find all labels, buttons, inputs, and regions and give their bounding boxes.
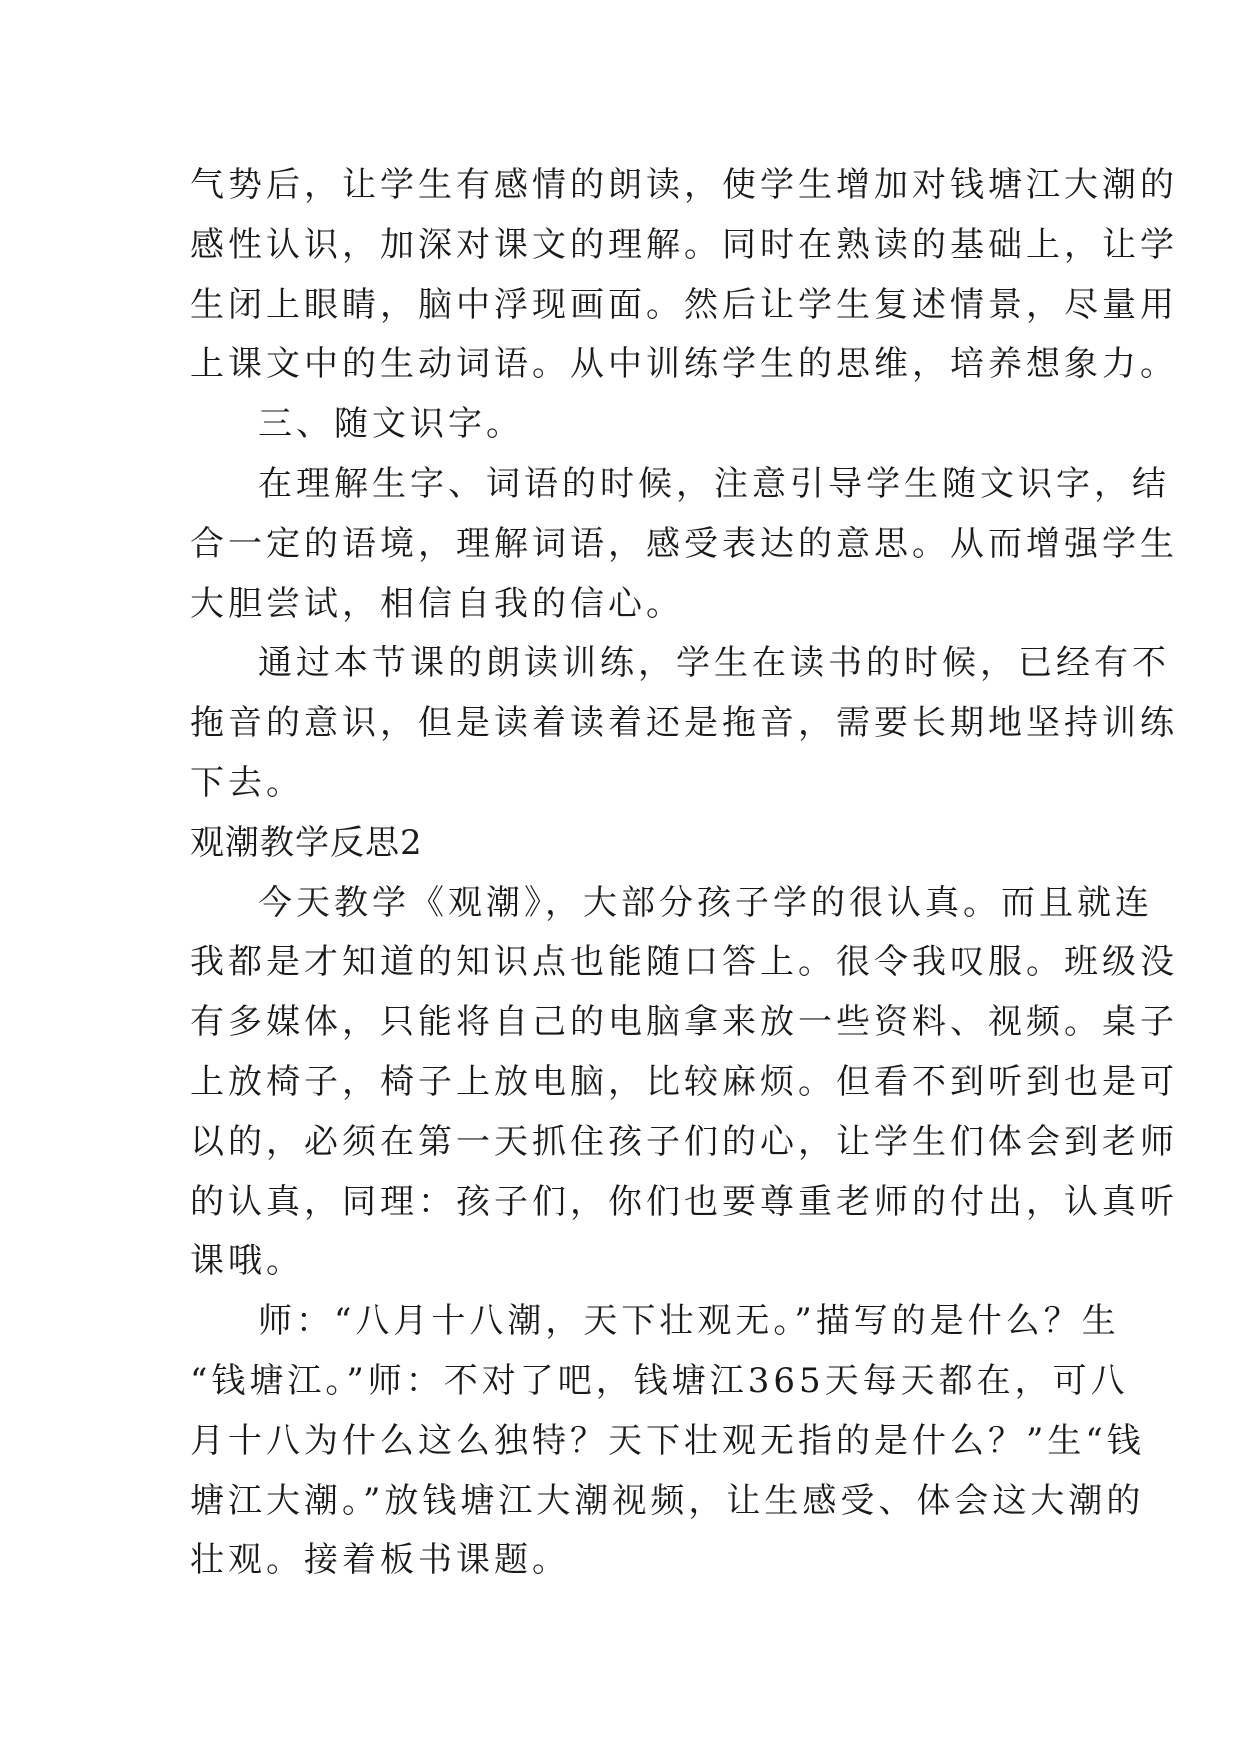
body-line: 生闭上眼睛，脑中浮现画面。然后让学生复述情景，尽量用: [190, 284, 1178, 325]
body-line: 在理解生字、词语的时候，注意引导学生随文识字，结: [258, 463, 1170, 504]
body-line: 上放椅子，椅子上放电脑，比较麻烦。但看不到听到也是可: [190, 1061, 1178, 1102]
body-line: 塘江大潮。”放钱塘江大潮视频，让生感受、体会这大潮的: [190, 1480, 1145, 1521]
body-line: 合一定的语境，理解词语，感受表达的意思。从而增强学生: [190, 523, 1178, 564]
body-line: 的认真，同理：孩子们，你们也要尊重老师的付出，认真听: [190, 1181, 1178, 1222]
body-line: “钱塘江。”师：不对了吧，钱塘江365天每天都在，可八: [190, 1360, 1129, 1401]
body-line: 以的，必须在第一天抓住孩子们的心，让学生们体会到老师: [190, 1121, 1178, 1162]
body-line: 今天教学《观潮》，大部分孩子学的很认真。而且就连: [258, 882, 1153, 923]
body-line: 我都是才知道的知识点也能随口答上。很令我叹服。班级没: [190, 942, 1178, 983]
body-line: 师：“八月十八潮，天下壮观无。”描写的是什么？生: [258, 1301, 1120, 1342]
body-line: 气势后，让学生有感情的朗读，使学生增加对钱塘江大潮的: [190, 165, 1178, 205]
body-line: 月十八为什么这么独特？天下壮观无指的是什么？”生“钱: [190, 1420, 1145, 1461]
section-heading: 三、随文识字。: [258, 404, 524, 445]
document-body: [190, 156, 1178, 1591]
body-line: 下去。: [190, 762, 304, 803]
body-line: 大胆尝试，相信自我的信心。: [190, 583, 684, 624]
body-line: 壮观。接着板书课题。: [190, 1540, 570, 1581]
body-line: 有多媒体，只能将自己的电脑拿来放一些资料、视频。桌子: [190, 1002, 1178, 1043]
body-line: 感性认识，加深对课文的理解。同时在熟读的基础上，让学: [190, 224, 1178, 265]
article-title: 观潮教学反思2: [190, 822, 423, 863]
body-line: 拖音的意识，但是读着读着还是拖音，需要长期地坚持训练: [190, 703, 1178, 744]
body-line: 课哦。: [190, 1241, 304, 1282]
body-line: 通过本节课的朗读训练，学生在读书的时候，已经有不: [258, 643, 1170, 684]
body-line: 上课文中的生动词语。从中训练学生的思维，培养想象力。: [190, 344, 1178, 385]
